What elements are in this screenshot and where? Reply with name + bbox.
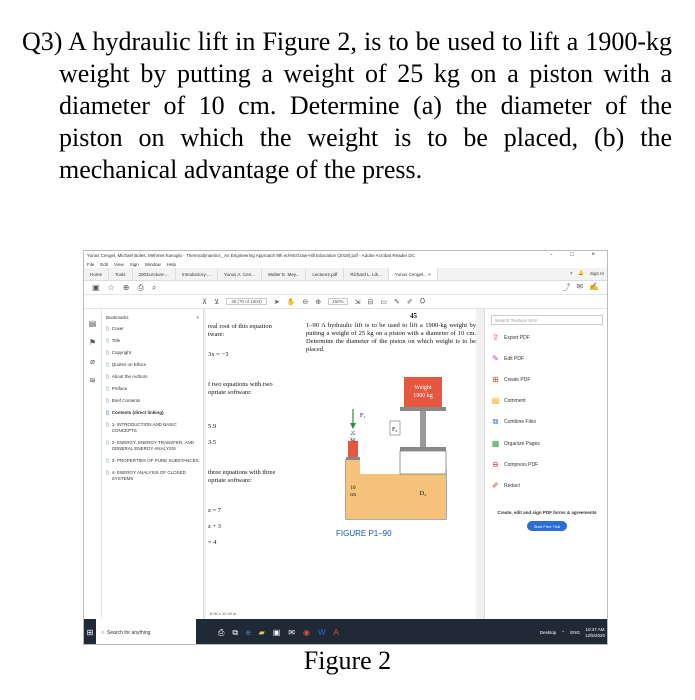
bookmark-label: About the Authors: [111, 374, 148, 379]
menu-bar: [84, 260, 607, 268]
create-icon[interactable]: ▣: [92, 283, 100, 292]
edit-pdf-icon: ✎: [492, 354, 499, 363]
hand-icon[interactable]: ✋: [286, 298, 296, 306]
tool-export-pdf[interactable]: [491, 333, 603, 342]
page-size-status: 8.00 x 10.00 in: [210, 611, 237, 616]
tab-home[interactable]: Home: [84, 268, 109, 281]
snippet: 3x = −3: [208, 351, 229, 358]
organize-pages-icon: ▦: [491, 439, 500, 448]
snippet: tware:: [208, 331, 225, 338]
bookmark-label: Cover: [111, 326, 124, 331]
figure-caption: FIGURE P1–90: [336, 529, 392, 538]
mail-app-icon[interactable]: ✉: [288, 627, 295, 637]
weight-mass: 1900 kg: [413, 393, 433, 399]
tool-compress-pdf[interactable]: [491, 460, 603, 469]
large-piston: [400, 447, 446, 451]
snippet: three equations with three: [208, 469, 276, 476]
bookmark-label: Quotes on Ethics: [111, 362, 147, 367]
bookmark-label: Title: [111, 338, 121, 343]
tool-edit-pdf[interactable]: [491, 354, 603, 363]
menu-sign[interactable]: Sign: [129, 261, 139, 267]
chrome-icon[interactable]: ◉: [303, 627, 310, 637]
zoom-select[interactable]: 150%: [328, 298, 348, 305]
tab-doc-5[interactable]: Lecture2.pdf: [306, 268, 344, 281]
question: [22, 26, 672, 186]
snippet: opriate software:: [208, 477, 252, 484]
print-icon[interactable]: ⎙: [137, 282, 144, 292]
export-pdf-icon: ⇪: [492, 333, 499, 342]
window-title: Yunus Cengel, Michael Boles, Mehmet Kanoglu - Thermodynamics_ An Engineering Approach 9th ed-McGraw-Hill Education (2018).pdf - Adobe Acrobat Reader DC: [87, 253, 415, 258]
attachment-icon[interactable]: ⌀: [90, 357, 95, 366]
page-field-value: 45: [231, 299, 237, 304]
f2-label: F₂: [392, 427, 398, 433]
page-toolbar: [84, 295, 607, 309]
d2-label: D₂: [419, 491, 427, 497]
bookmark-item[interactable]: [106, 440, 199, 452]
tool-label: Edit PDF: [504, 355, 525, 362]
bookmark-icon: ▯: [106, 338, 109, 344]
bookmark-icon: ▯: [106, 422, 109, 428]
help-icon[interactable]: ?: [569, 270, 573, 276]
question-text: [22, 26, 672, 186]
platform: [400, 407, 446, 411]
clock-time: 10:47 AM: [585, 626, 605, 632]
bookmark-item[interactable]: [106, 398, 199, 404]
bookmark-icon: ▯: [106, 410, 109, 416]
tool-label: Redact: [504, 482, 520, 489]
bookmark-item[interactable]: [106, 374, 199, 380]
bookmark-item[interactable]: [106, 338, 199, 344]
bookmark-label: Preface: [111, 386, 128, 391]
page-of-label: (70 of 1004): [237, 299, 262, 304]
taskbar-search-placeholder: Search for anything: [107, 629, 151, 636]
snippet: = 4: [208, 539, 217, 546]
bookmark-item[interactable]: [106, 422, 199, 434]
tool-redact[interactable]: [491, 481, 603, 490]
bookmark-item[interactable]: [106, 362, 199, 368]
create-pdf-icon: ⊞: [492, 375, 499, 384]
file-explorer-icon[interactable]: ▰: [258, 627, 265, 637]
search-icon: ○: [101, 629, 105, 636]
question-body: A hydraulic lift in Figure 2, is to be used to lift a 1900-kg weight by putting a weight of 25 kg on a piston with a diameter of 10 cm. Determine (a) the diameter of the piston on which the weight is to be placed, (b) the mechanical advantage of the press.: [59, 27, 672, 184]
snippet: z + 3: [208, 523, 222, 530]
bookmark-icon: ▯: [106, 398, 109, 404]
pdf-page: [206, 309, 476, 619]
f1-label: F₁: [360, 413, 366, 419]
clock[interactable]: [585, 627, 605, 639]
bookmark-label: Contents (direct linking): [111, 410, 164, 415]
sign-icon[interactable]: ✍: [589, 282, 599, 291]
large-cylinder-fluid: [400, 451, 446, 474]
tool-label: Comment: [504, 397, 526, 404]
small-cylinder-fluid: [346, 459, 360, 474]
network-icon[interactable]: ⌃: [561, 629, 566, 635]
bookmark-icon: ▯: [106, 470, 109, 476]
acrobat-icon[interactable]: A: [333, 627, 339, 637]
tab-doc-3[interactable]: Yunus A. Cen...: [218, 268, 262, 281]
question-label: Q3): [22, 27, 63, 56]
next-page-icon[interactable]: ⊻: [214, 298, 220, 306]
bookmark-label: 4- ENERGY ANALYSIS OF CLOSED SYSTEMS: [111, 470, 186, 481]
promo-text: Create, edit and sign PDF forms & agreements: [497, 510, 597, 515]
d1-unit: cm: [349, 493, 357, 498]
word-icon[interactable]: W: [317, 627, 326, 637]
mass-unit: kg: [350, 438, 356, 443]
window-titlebar: [84, 251, 607, 260]
store-icon[interactable]: ▣: [272, 627, 281, 637]
comment-icon: ▤: [491, 396, 500, 405]
pages-icon[interactable]: ▤: [88, 319, 97, 328]
bookmark-label: Brief Contents: [111, 398, 141, 403]
tool-combine-files[interactable]: [491, 417, 603, 427]
mail-icon[interactable]: ✉: [576, 282, 584, 291]
bookmark-icon: ▯: [106, 374, 109, 380]
bookmark-icon: ▯: [106, 362, 109, 368]
d1-value: 10: [350, 486, 356, 491]
bookmark-item[interactable]: [106, 386, 199, 392]
edge-icon[interactable]: e: [246, 627, 251, 637]
hydraulic-fluid: [346, 474, 446, 519]
menu-view[interactable]: View: [114, 261, 124, 267]
start-free-trial-button[interactable]: Start Free Trial: [527, 521, 567, 531]
tab-doc-1[interactable]: 2002Lecture-...: [133, 268, 176, 281]
sign-in-button[interactable]: Sign In: [589, 270, 604, 276]
bookmark-icon: ▯: [106, 458, 109, 464]
tool-label: Export PDF: [504, 334, 530, 341]
close-icon[interactable]: ×: [196, 315, 199, 320]
heavy-weight: [404, 377, 442, 407]
piston-rod: [420, 411, 426, 447]
tab-doc-6[interactable]: Richard L. Lib...: [344, 268, 389, 281]
bookmark-list: [106, 326, 199, 482]
bookmark-label: 3- PROPERTIES OF PURE SUBSTANCES: [111, 458, 199, 463]
bookmark-item[interactable]: [106, 470, 199, 482]
bookmark-label: Copyright: [111, 350, 132, 355]
tool-create-pdf[interactable]: [491, 375, 603, 384]
search-icon[interactable]: ⌕: [151, 282, 157, 292]
highlight-icon[interactable]: ✎: [394, 298, 400, 306]
tool-organize-pages[interactable]: [491, 439, 603, 448]
layers-icon[interactable]: ≋: [89, 376, 96, 385]
menu-help[interactable]: Help: [166, 261, 177, 267]
snippet: f two equations with two: [208, 381, 273, 388]
bookmark-icon: ▯: [106, 440, 109, 446]
language-indicator[interactable]: ENG: [570, 630, 580, 635]
bookmark-icon: ▯: [106, 386, 109, 392]
snippet: opriate software:: [208, 389, 252, 396]
tool-label: Compress PDF: [504, 461, 539, 468]
windows-start-icon[interactable]: ⊞: [86, 628, 94, 637]
share-icon[interactable]: ⤴: [562, 283, 571, 292]
clock-date: 12/5/2020: [584, 632, 605, 638]
draw-icon[interactable]: ✐: [406, 298, 413, 306]
tab-tools[interactable]: Tools: [109, 268, 133, 281]
tool-label: Combine Files: [504, 419, 536, 425]
prev-page-icon[interactable]: ⊼: [202, 298, 208, 306]
tool-comment[interactable]: [491, 396, 603, 405]
page-number-field[interactable]: [226, 298, 267, 305]
bell-icon[interactable]: 🔔: [578, 270, 584, 275]
taskbar-search-input[interactable]: [96, 619, 196, 645]
weight-label: Weight: [414, 385, 432, 391]
bookmark-item[interactable]: [106, 350, 199, 356]
small-weight: [348, 441, 358, 457]
menu-file[interactable]: File: [87, 261, 95, 267]
compress-pdf-icon: ⊖: [492, 460, 499, 469]
figure-caption-main: Figure 2: [303, 646, 392, 675]
menu-edit[interactable]: Edit: [100, 261, 109, 267]
taskbar-apps: [218, 628, 339, 638]
tools-search-input[interactable]: Search 'Reduce Size': [491, 315, 603, 325]
scroll-mode-icon[interactable]: ⊟: [367, 298, 374, 306]
problem-text: 1–90 A hydraulic lift is to be used to lift a 1900-kg weight by putting a weight of 25 kg on a piston with a diameter of 10 cm. Determine the diameter of the piston on which weight is to be placed.: [306, 322, 476, 353]
bookmark-icon: ▯: [106, 350, 109, 356]
bookmark-label: 2- ENERGY, ENERGY TRANSFER, AND GENERAL ENERGY ANALYSIS: [111, 440, 195, 451]
task-view-icon[interactable]: ⧉: [232, 627, 239, 637]
snippet: 3.5: [208, 439, 217, 446]
redact-icon: ✐: [492, 481, 499, 490]
page-number: 45: [410, 312, 417, 320]
bookmark-icon: ▯: [106, 326, 109, 332]
small-piston: [346, 457, 360, 460]
mass-25: 25: [350, 432, 356, 437]
window-controls[interactable]: - □ ×: [550, 252, 603, 258]
mic-icon[interactable]: ⎙: [218, 627, 225, 637]
tool-label: Create PDF: [504, 376, 531, 383]
snippet: z = 7: [208, 507, 222, 514]
tool-label: Organize Pages: [504, 440, 540, 447]
bookmark-label: 1- INTRODUCTION AND BASIC CONCEPTS: [111, 422, 177, 433]
stamp-icon[interactable]: ⛭: [419, 297, 426, 305]
comment-tool-icon[interactable]: ▭: [380, 298, 388, 306]
document-view: [204, 309, 484, 619]
snippet: real root of this equation: [208, 323, 272, 330]
system-tray: [540, 627, 605, 639]
zoom-in-icon[interactable]: ⊕: [315, 298, 322, 306]
f1-arrowhead: [350, 423, 356, 429]
desktop-label[interactable]: Desktop: [539, 630, 557, 635]
left-nav-icons: [84, 309, 102, 619]
zoom-out-icon[interactable]: ⊖: [302, 298, 309, 306]
tab-doc-4[interactable]: Walter E. Mey...: [262, 268, 307, 281]
tools-list: [491, 333, 603, 490]
bookmark-star-icon[interactable]: ☆: [107, 283, 115, 292]
tab-bar: [84, 268, 607, 281]
snippet: 5.9: [208, 423, 217, 430]
acrobat-screenshot: [83, 250, 608, 645]
bookmarks-title: Bookmarks: [106, 315, 129, 320]
tools-panel: [484, 309, 608, 619]
menu-window[interactable]: Window: [144, 261, 161, 267]
taskbar: [84, 619, 608, 645]
hydraulic-lift-figure: [326, 369, 466, 529]
bookmark-item[interactable]: [106, 326, 199, 332]
bookmarks-icon[interactable]: ⚑: [88, 338, 97, 347]
fit-icon[interactable]: ⇲: [354, 298, 361, 306]
bookmark-item[interactable]: [106, 410, 199, 416]
upload-icon[interactable]: ⊕: [122, 283, 130, 292]
main-toolbar: [84, 281, 607, 295]
bookmarks-panel: [102, 309, 204, 619]
bookmark-item[interactable]: [106, 458, 199, 464]
tab-doc-active[interactable]: Yunus Cengel... ×: [389, 268, 438, 281]
select-cursor-icon[interactable]: ➤: [273, 298, 280, 306]
combine-files-icon: ⧉: [492, 417, 499, 426]
tab-doc-2[interactable]: Introductory-...: [176, 268, 218, 281]
